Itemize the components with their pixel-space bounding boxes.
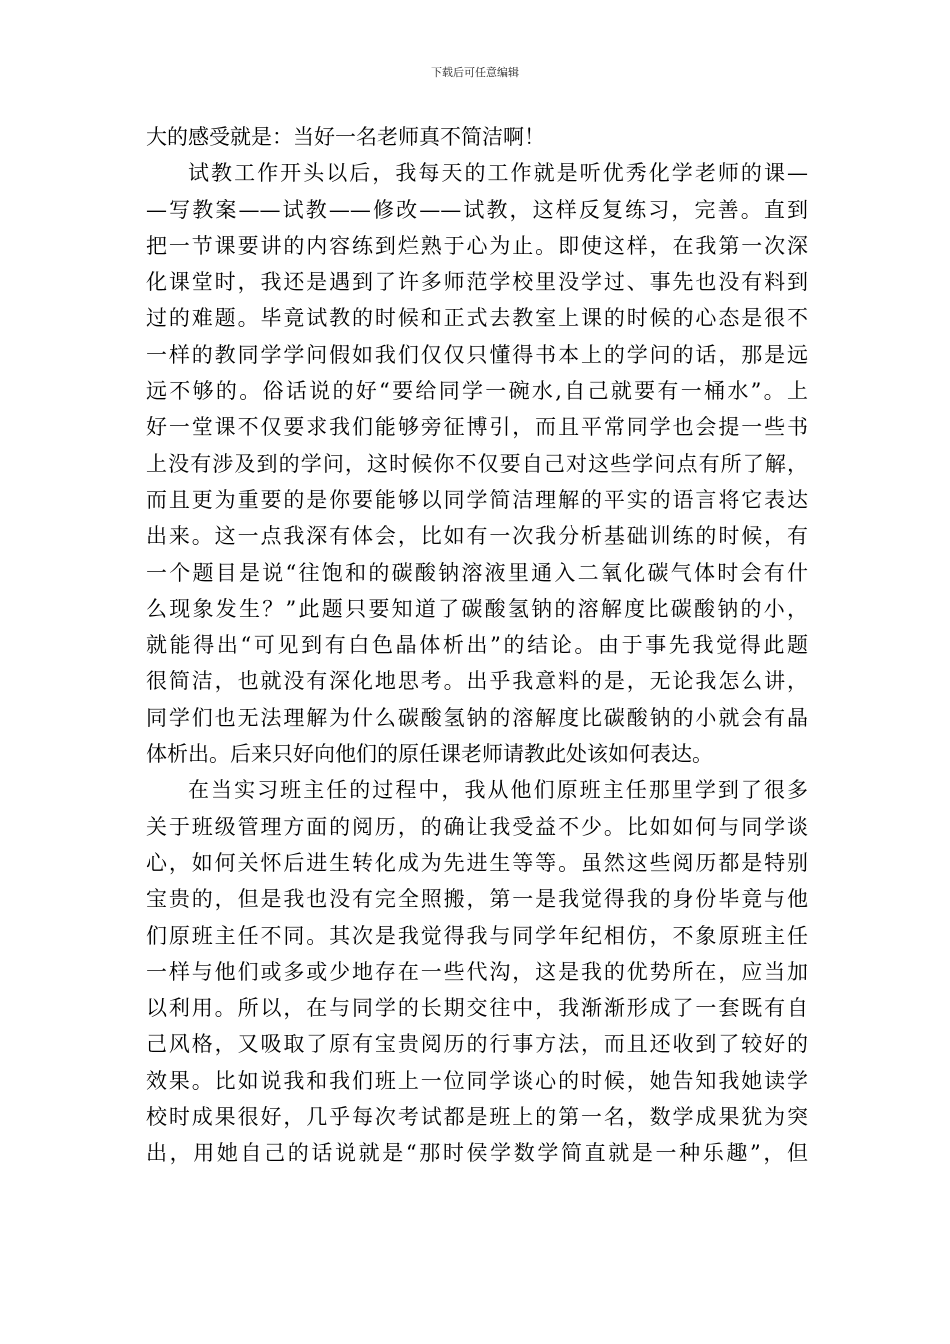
text-line: 同学们也无法理解为什么碳酸氢钠的溶解度比碳酸钠的小就会有晶: [146, 705, 808, 730]
text-line: 把一节课要讲的内容练到烂熟于心为止。即使这样，在我第一次深: [146, 233, 808, 258]
paragraph-first-line: 在当实习班主任的过程中，我从他们原班主任那里学到了很多: [188, 778, 808, 803]
text-line: 而且更为重要的是你要能够以同学简洁理解的平实的语言将它表达: [146, 487, 808, 512]
text-line: 好一堂课不仅要求我们能够旁征博引，而且平常同学也会提一些书: [146, 415, 808, 440]
text-line: 出，用她自己的话说就是“那时侯学数学简直就是一种乐趣”，但: [146, 1141, 808, 1166]
page-header: 下载后可任意编辑: [431, 66, 519, 79]
paragraph-first-line: 试教工作开头以后，我每天的工作就是听优秀化学老师的课—: [188, 161, 808, 186]
text-line: 就能得出“可见到有白色晶体析出”的结论。由于事先我觉得此题: [146, 633, 808, 658]
text-line: 一样的教同学学问假如我们仅仅只懂得书本上的学问的话，那是远: [146, 342, 808, 367]
text-line: 一样与他们或多或少地存在一些代沟，这是我的优势所在，应当加: [146, 959, 808, 984]
text-line: 很简洁，也就没有深化地思考。出乎我意料的是，无论我怎么讲，: [146, 669, 808, 694]
text-line: 们原班主任不同。其次是我觉得我与同学年纪相仿，不象原班主任: [146, 923, 808, 948]
text-line: 校时成果很好，几乎每次考试都是班上的第一名，数学成果犹为突: [146, 1105, 808, 1130]
text-line: 一个题目是说“往饱和的碳酸钠溶液里通入二氧化碳气体时会有什: [146, 560, 808, 585]
text-line: 心，如何关怀后进生转化成为先进生等等。虽然这些阅历都是特别: [146, 850, 808, 875]
text-line: 大的感受就是：当好一名老师真不简洁啊！: [146, 125, 545, 149]
text-line: 体析出。后来只好向他们的原任课老师请教此处该如何表达。: [146, 742, 713, 767]
text-line: 关于班级管理方面的阅历，的确让我受益不少。比如如何与同学谈: [146, 814, 808, 839]
text-line: 过的难题。毕竟试教的时候和正式去教室上课的时候的心态是很不: [146, 306, 808, 331]
text-line: 以利用。所以，在与同学的长期交往中，我渐渐形成了一套既有自: [146, 996, 808, 1021]
text-line: 化课堂时，我还是遇到了许多师范学校里没学过、事先也没有料到: [146, 270, 808, 295]
text-line: 效果。比如说我和我们班上一位同学谈心的时候，她告知我她读学: [146, 1068, 808, 1093]
text-line: 么现象发生？”此题只要知道了碳酸氢钠的溶解度比碳酸钠的小，: [146, 596, 808, 621]
text-line: 出来。这一点我深有体会，比如有一次我分析基础训练的时候，有: [146, 524, 808, 549]
text-line: 己风格，又吸取了原有宝贵阅历的行事方法，而且还收到了较好的: [146, 1032, 808, 1057]
text-line: 宝贵的，但是我也没有完全照搬，第一是我觉得我的身份毕竟与他: [146, 887, 808, 912]
text-line: —写教案——试教——修改——试教，这样反复练习，完善。直到: [146, 197, 808, 222]
body-text: [146, 119, 808, 1172]
text-line: 远不够的。俗话说的好“要给同学一碗水,自己就要有一桶水”。上: [146, 379, 808, 404]
text-line: 上没有涉及到的学问，这时候你不仅要自己对这些学问点有所了解，: [146, 451, 808, 476]
